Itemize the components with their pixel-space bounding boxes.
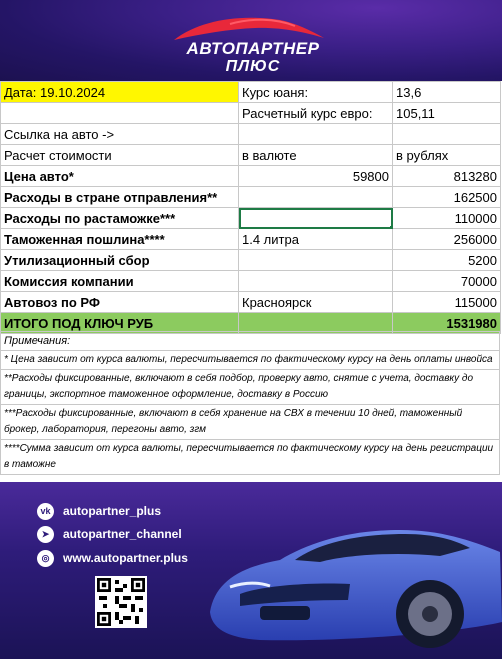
calc-label[interactable]: Расчет стоимости <box>1 145 239 166</box>
row-label[interactable]: Расходы в стране отправления** <box>1 187 239 208</box>
header-banner <box>0 0 502 81</box>
table-row <box>1 82 501 103</box>
footer-banner <box>0 482 502 659</box>
row-currency[interactable]: Красноярск <box>239 292 393 313</box>
website-contact[interactable] <box>37 548 188 568</box>
note-item[interactable]: ***Расходы фиксированные, включают в себя хранение на СВХ в течении 10 дней, таможенный брокер, лаборатория, перегоны авто, згм <box>1 405 500 440</box>
row-currency[interactable]: 1.4 литра <box>239 229 393 250</box>
euro-rate-value[interactable]: 105,11 <box>393 103 501 124</box>
vk-icon: vk <box>37 503 54 520</box>
note-item[interactable]: * Цена зависит от курса валюты, пересчитывается по фактическому курсу на день оплаты инвойса <box>1 351 500 370</box>
table-row <box>1 145 501 166</box>
row-rub[interactable]: 115000 <box>393 292 501 313</box>
total-label[interactable]: ИТОГО ПОД КЛЮЧ РУБ <box>1 313 239 334</box>
table-row <box>1 250 501 271</box>
table-row <box>1 292 501 313</box>
empty-cell[interactable] <box>239 124 393 145</box>
telegram-handle: autopartner_channel <box>63 527 182 541</box>
row-currency[interactable] <box>239 271 393 292</box>
row-rub[interactable]: 813280 <box>393 166 501 187</box>
row-label[interactable]: Расходы по растаможке*** <box>1 208 239 229</box>
telegram-contact[interactable] <box>37 524 182 544</box>
column-header-currency[interactable]: в валюте <box>239 145 393 166</box>
cost-spreadsheet <box>0 81 502 334</box>
telegram-icon: ➤ <box>37 526 54 543</box>
row-label[interactable]: Цена авто* <box>1 166 239 187</box>
empty-cell[interactable] <box>393 124 501 145</box>
table-row <box>1 187 501 208</box>
notes-section <box>0 331 500 475</box>
selected-cell[interactable] <box>239 208 393 229</box>
table-row <box>1 271 501 292</box>
row-label[interactable]: Таможенная пошлина**** <box>1 229 239 250</box>
car-link-label[interactable]: Ссылка на авто -> <box>1 124 239 145</box>
notes-heading[interactable]: Примечания: <box>1 332 500 351</box>
car-illustration <box>200 482 502 659</box>
row-currency[interactable]: 59800 <box>239 166 393 187</box>
brand-name: АВТОПАРТНЕР <box>186 39 320 58</box>
row-currency[interactable] <box>239 187 393 208</box>
euro-rate-label[interactable]: Расчетный курс евро: <box>239 103 393 124</box>
empty-cell[interactable] <box>1 103 239 124</box>
table-row <box>1 103 501 124</box>
row-label[interactable]: Автовоз по РФ <box>1 292 239 313</box>
vk-contact[interactable] <box>37 501 161 521</box>
globe-icon: ◎ <box>37 550 54 567</box>
total-value[interactable]: 1531980 <box>393 313 501 334</box>
row-rub[interactable]: 110000 <box>393 208 501 229</box>
table-row <box>1 166 501 187</box>
table-row <box>1 208 501 229</box>
note-item[interactable]: **Расходы фиксированные, включают в себя подбор, проверку авто, снятие с учета, доставку до границы, экспортное таможенное оформление, доставку в Россию <box>1 370 500 405</box>
brand-logo <box>170 14 330 76</box>
row-rub[interactable]: 256000 <box>393 229 501 250</box>
row-label[interactable]: Комиссия компании <box>1 271 239 292</box>
date-cell[interactable]: Дата: 19.10.2024 <box>1 82 239 103</box>
vk-handle: autopartner_plus <box>63 504 162 518</box>
note-item[interactable]: ****Сумма зависит от курса валюты, пересчитывается по фактическому курсу на день регистрации в таможне <box>1 440 500 475</box>
row-label[interactable]: Утилизационный сбор <box>1 250 239 271</box>
yuan-rate-label[interactable]: Курс юаня: <box>239 82 393 103</box>
table-row <box>1 229 501 250</box>
row-rub[interactable]: 162500 <box>393 187 501 208</box>
website-url: www.autopartner.plus <box>63 551 188 565</box>
yuan-rate-value[interactable]: 13,6 <box>393 82 501 103</box>
row-currency[interactable] <box>239 250 393 271</box>
brand-subname: ПЛЮС <box>225 58 281 75</box>
qr-code <box>95 576 147 628</box>
table-row <box>1 124 501 145</box>
column-header-rub[interactable]: в рублях <box>393 145 501 166</box>
row-rub[interactable]: 70000 <box>393 271 501 292</box>
row-rub[interactable]: 5200 <box>393 250 501 271</box>
